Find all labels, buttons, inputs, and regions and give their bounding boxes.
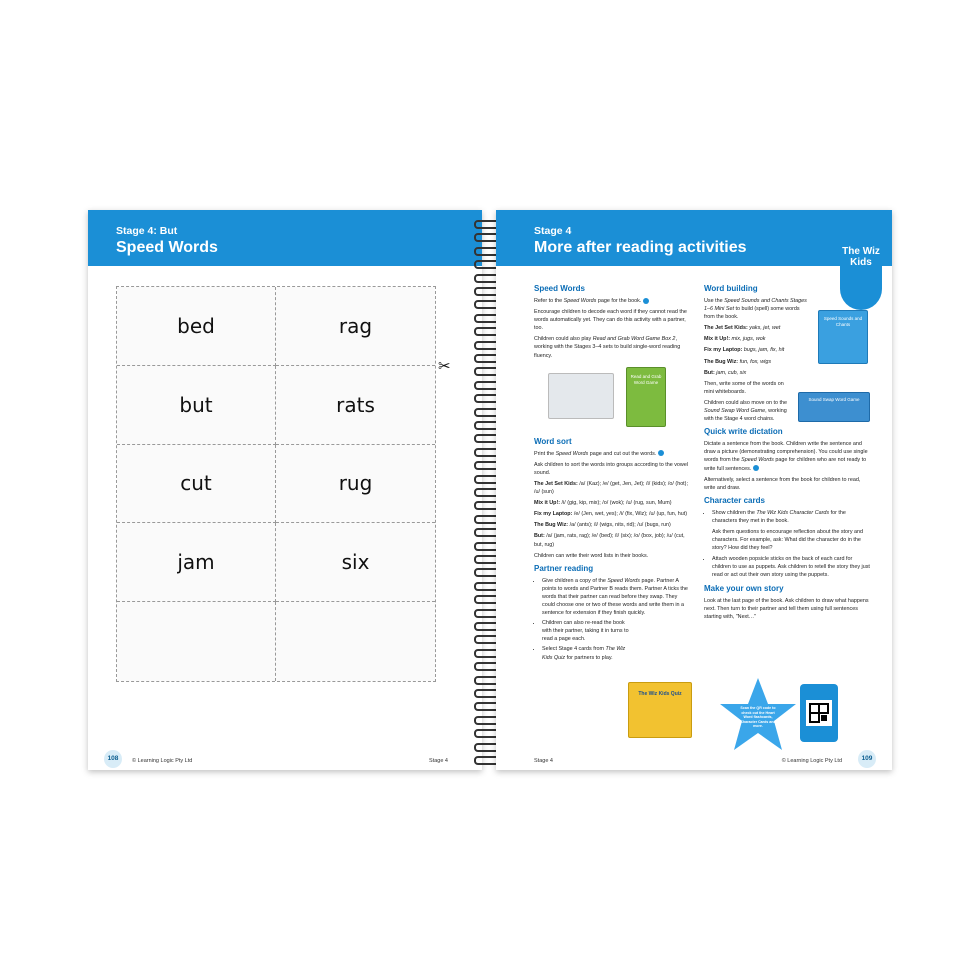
- info-dot-icon: [753, 465, 759, 471]
- word-card: rug: [276, 445, 435, 524]
- word-sort-item: Fix my Laptop: /e/ (Jen, wet, yes); /i/ (fix, Wiz); /u/ (up, fun, hut): [534, 511, 688, 518]
- sound-swap-game-image: [798, 392, 870, 422]
- quick-write-heading: Quick write dictation: [704, 427, 783, 437]
- left-kicker: Stage 4: But: [116, 225, 178, 237]
- word-building-heading: Word building: [704, 284, 758, 293]
- right-footer-copyright: © Learning Logic Pty Ltd: [781, 758, 842, 764]
- partner-reading-list: [534, 577, 690, 662]
- product-label: Read and Grab Word Game: [630, 373, 662, 385]
- word-sort-heading: Word sort: [534, 436, 572, 446]
- quick-write-paragraph: Alternatively, select a sentence from the book for children to read, write and draw.: [704, 476, 861, 491]
- list-item: • Children can also re-read the book with their partner, taking it in turns to read a page each.: [542, 619, 630, 643]
- quick-write-paragraph: Dictate a sentence from the book. Children write the sentence and draw a picture (demonstrating comprehension). You could use single words from the Speed Words page for children who are not ready to write full sentences.: [704, 441, 868, 472]
- right-title: More after reading activities: [534, 239, 747, 256]
- word-sort-item: But: /a/ (jam, rats, rag); /e/ (bed); /i/ (six); /o/ (box, job); /u/ (cut, but, rug): [534, 533, 685, 548]
- word-sort-item: The Bug Wiz: /a/ (ants); /i/ (wigs, nits, rid); /u/ (bugs, run): [534, 522, 671, 529]
- list-item: • Give children a copy of the Speed Words page. Partner A points to words and Partner B reads them. Partner A ticks the words that their partner can read before they swap. They could choose one or two of these words and write them in a sentence for extension if they finish quickly.: [542, 577, 690, 617]
- speed-words-heading: Speed Words: [534, 284, 585, 293]
- info-dot-icon: [658, 450, 664, 456]
- word-building-item: Mix it Up!: mix, jugs, wok: [704, 336, 766, 343]
- word-card: [276, 602, 435, 681]
- wiz-kids-quiz-box-image: [628, 682, 692, 738]
- word-building-paragraph: Children could also move on to the Sound Swap Word Game, working with the Stage 4 word chains.: [704, 399, 788, 423]
- right-page-number: 109: [858, 750, 876, 768]
- speed-words-paragraph: Refer to the Speed Words page for the book.: [534, 297, 690, 305]
- product-label: Speed Sounds and Chants: [823, 316, 863, 327]
- make-your-own-story-paragraph: Look at the last page of the book. Ask children to draw what happens next. Then turn to their partner and tell them using full sentences starting with, "Next…": [704, 597, 869, 620]
- word-building-paragraph: Use the Speed Sounds and Chants Stages 1–6 Mini Set to build (spell) some words from the book.: [704, 298, 807, 321]
- word-card: bed: [117, 287, 276, 366]
- right-footer-stage: Stage 4: [534, 758, 553, 764]
- product-label: The Wiz Kids Quiz: [638, 691, 682, 697]
- read-and-grab-box-image: [626, 367, 666, 427]
- word-card: rag: [276, 287, 435, 366]
- right-column-1: [534, 280, 690, 665]
- left-header-band: [88, 210, 482, 266]
- word-building-item: The Bug Wiz: fun, fox, wigs: [704, 358, 772, 365]
- info-dot-icon: [643, 298, 649, 304]
- word-sort-item: Mix it Up!: /i/ (gig, kip, mix); /o/ (wok); /u/ (rug, sun, Mum): [534, 500, 672, 507]
- word-building-item: But: jam, cub, six: [704, 369, 747, 376]
- list-item: • Select Stage 4 cards from The Wiz Kids Quiz for partners to play.: [542, 645, 630, 661]
- word-card: rats: [276, 366, 435, 445]
- wiz-kids-badge: The Wiz Kids: [840, 230, 882, 310]
- character-cards-heading: Character cards: [704, 495, 765, 505]
- partner-reading-heading: Partner reading: [534, 563, 594, 573]
- left-title: Speed Words: [116, 239, 218, 256]
- make-your-own-story-heading: Make your own story: [704, 583, 784, 593]
- left-footer-copyright: © Learning Logic Pty Ltd: [132, 758, 193, 764]
- left-footer-stage: Stage 4: [429, 758, 448, 764]
- speed-sounds-chants-box-image: [818, 310, 868, 364]
- character-cards-list: [704, 509, 872, 525]
- speed-words-paragraph: Children could also play Read and Grab Word Game Box 2, working with the Stages 3–4 sets to build single-word reading fluency.: [534, 336, 681, 359]
- word-card: jam: [117, 523, 276, 602]
- word-card: six: [276, 523, 435, 602]
- word-building-paragraph: Then, write some of the words on mini whiteboards.: [704, 380, 784, 395]
- left-page-number: 108: [104, 750, 122, 768]
- right-header-band: [496, 210, 892, 266]
- list-item: • Attach wooden popsicle sticks on the back of each card for children to use as puppets. Ask children to retell the story they just read or act out their own story using the puppets.: [712, 555, 872, 579]
- speed-words-paragraph: Encourage children to decode each word if they cannot read the words automatically yet. They can do this activity with a partner, too.: [534, 309, 687, 332]
- word-sort-paragraph: Ask children to sort the words into groups according to the vowel sound.: [534, 461, 689, 476]
- word-building-item: Fix my Laptop: bugs, jam, fix, hit: [704, 347, 785, 354]
- word-building-item: The Jet Set Kids: yaks, jet, wet: [704, 325, 781, 332]
- qr-panel: [800, 684, 838, 742]
- list-item: • Show children the The Wiz Kids Character Cards for the characters they met in the book.: [712, 509, 872, 525]
- word-card: but: [117, 366, 276, 445]
- qr-code-icon[interactable]: [806, 700, 832, 726]
- speed-words-images: [534, 363, 690, 433]
- word-sort-paragraph: Print the Speed Words page and cut out the words.: [534, 450, 690, 458]
- word-sort-paragraph: Children can write their word lists in their books.: [534, 552, 649, 559]
- right-kicker: Stage 4: [534, 225, 572, 237]
- star-text: Scan the QR code to check out the Heart Word flashcards, Character Cards and more.: [740, 706, 776, 729]
- word-card: [117, 602, 276, 681]
- speed-words-sheet-image: [548, 373, 614, 419]
- word-card: cut: [117, 445, 276, 524]
- scissors-icon: ✂: [438, 358, 451, 375]
- product-label: Sound Swap Word Game: [808, 397, 860, 402]
- left-page: [88, 210, 482, 770]
- speed-words-grid: [116, 286, 436, 682]
- character-cards-paragraph: Ask them questions to encourage reflection about the story and characters. For example, ask: What did the character do in the story? How did they feel?: [712, 528, 864, 552]
- character-cards-list: [704, 555, 872, 579]
- right-page: [496, 210, 892, 770]
- word-sort-item: The Jet Set Kids: /a/ (Kaz); /e/ (get, Jen, Jet); /i/ (kids); /o/ (hot); /u/ (sun): [534, 480, 688, 496]
